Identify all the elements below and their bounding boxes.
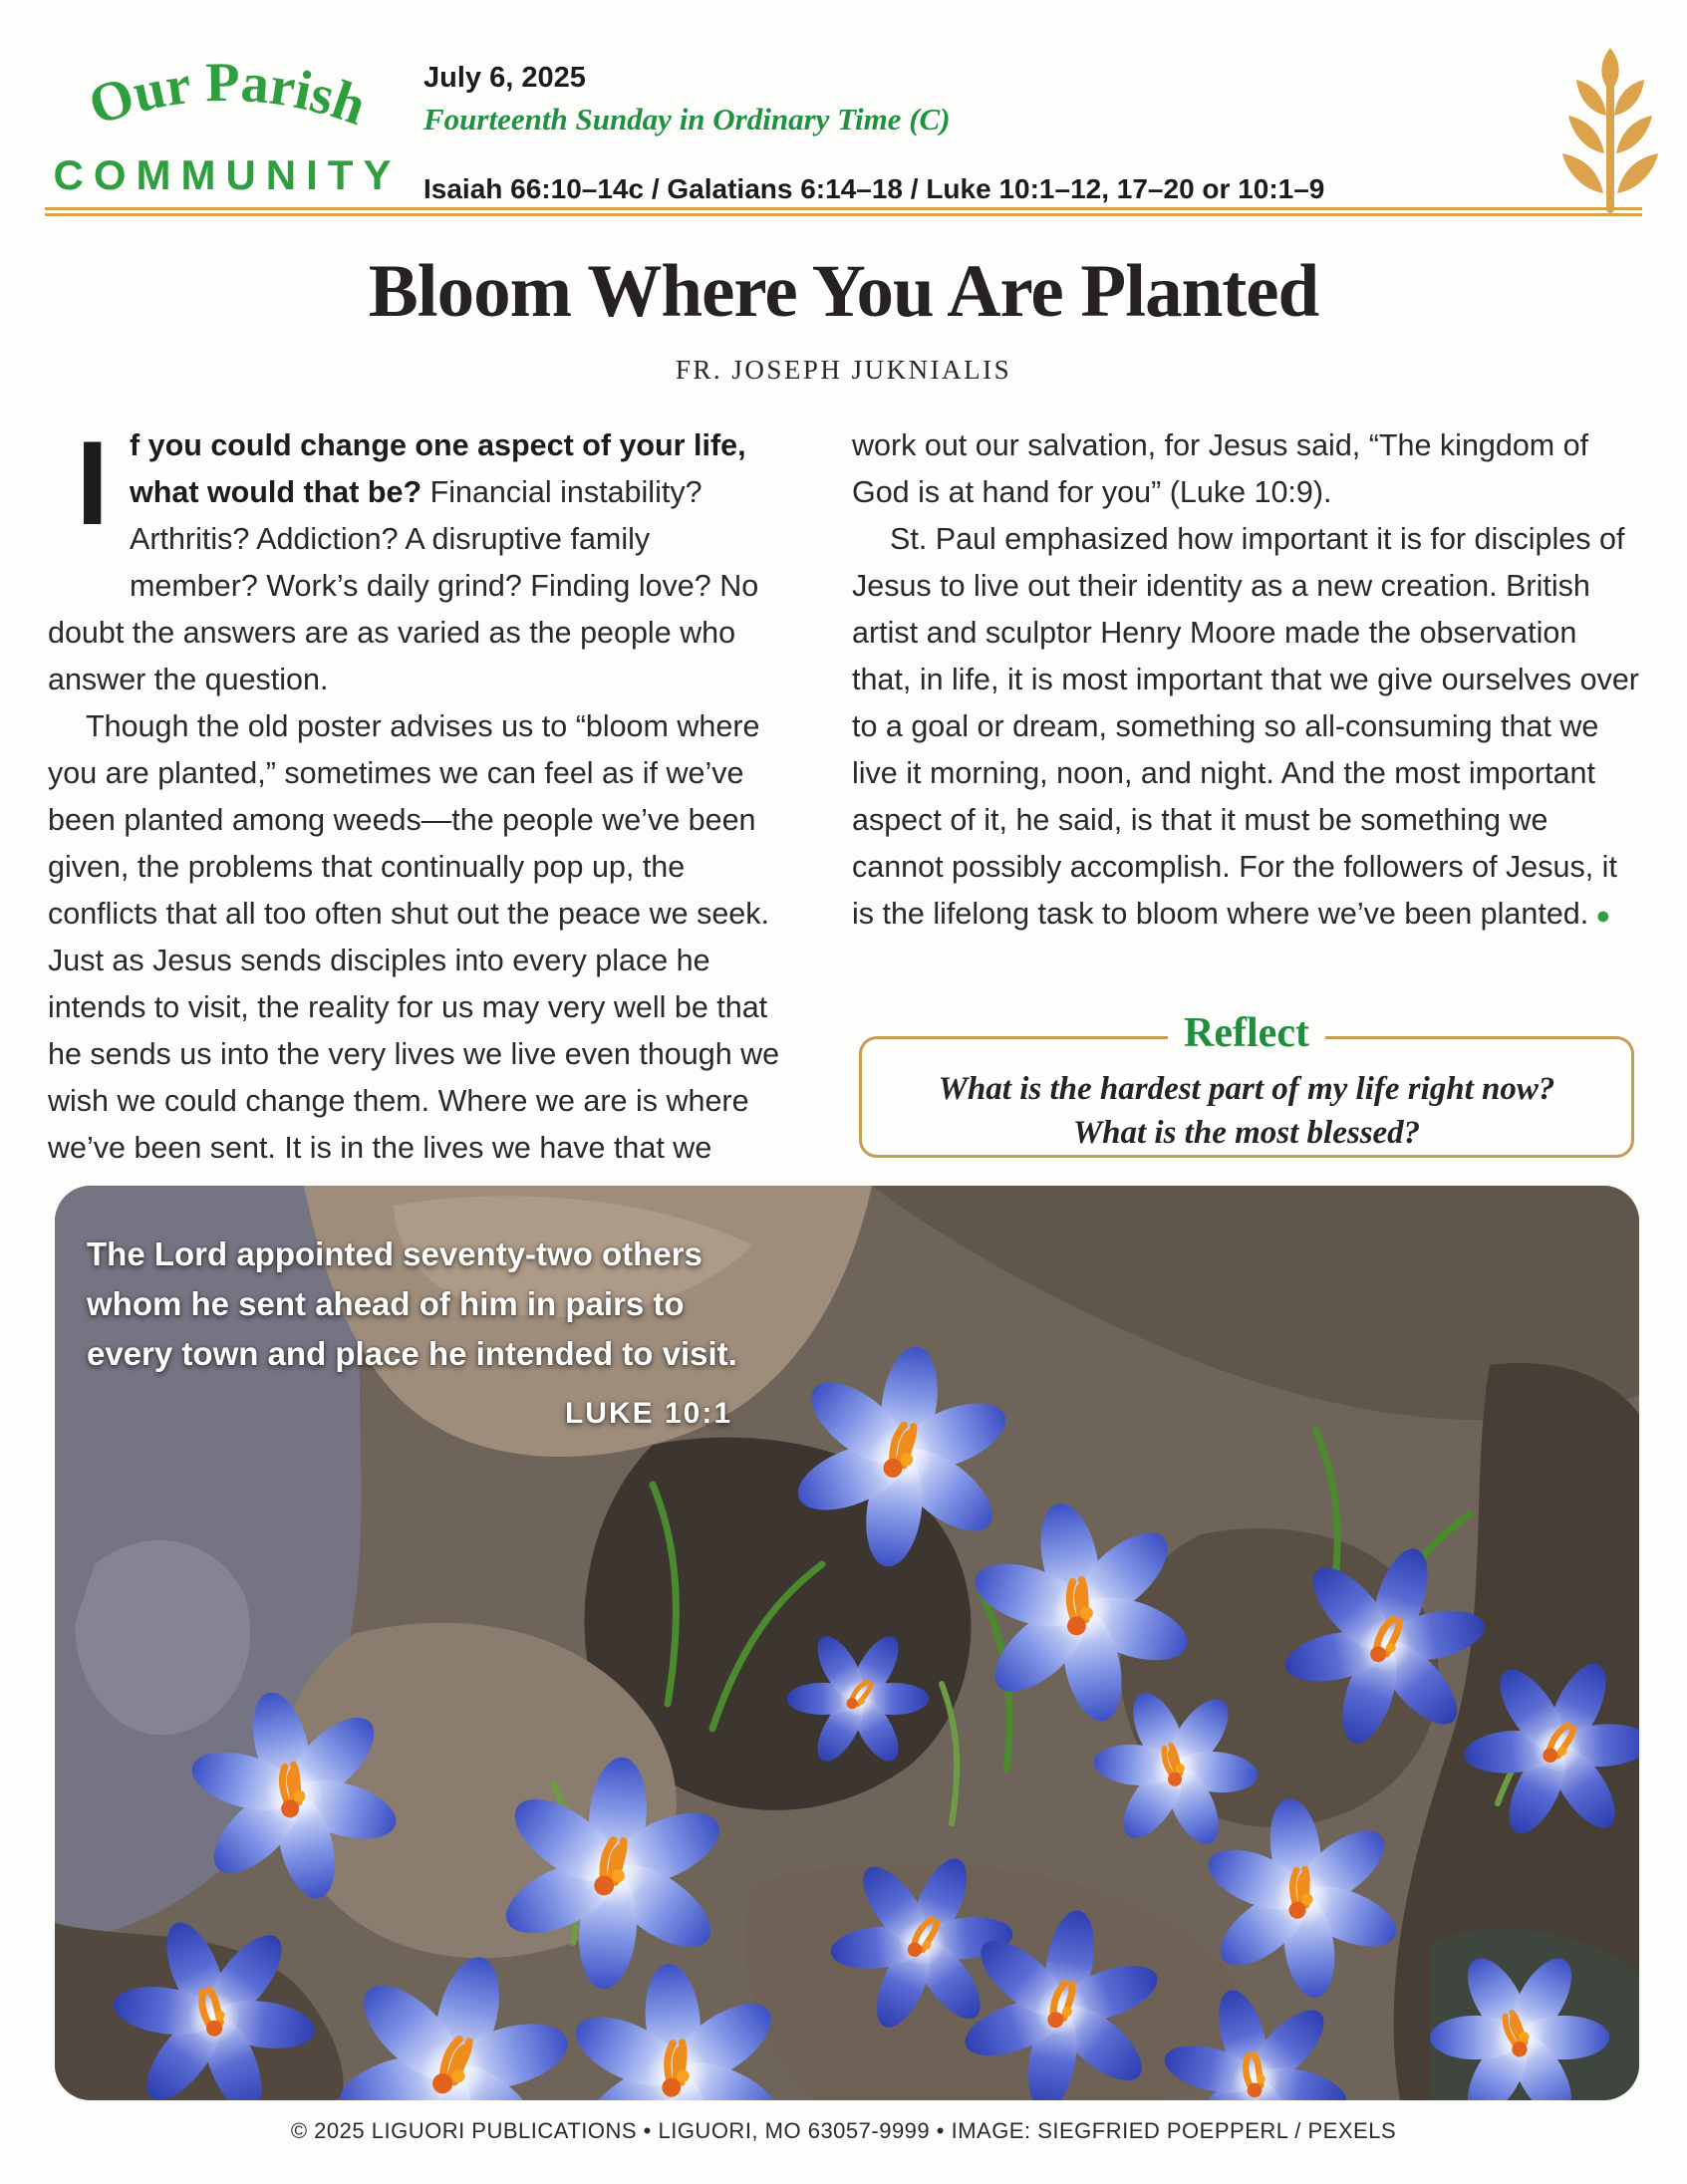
article-end-dot: ●: [1595, 902, 1611, 930]
reflect-question-1: What is the hardest part of my life right now?: [938, 1071, 1555, 1107]
paragraph-3-text: St. Paul emphasized how important it is for disciples of Jesus to live out their identity as a new creation. British artist and sculptor Henry Moore made the observation that, in life, it is most important that we give ourselves over to a goal or dream, something so all-consuming that we live it morning, noon, and night. And the most important aspect of it, he said, is that it must be something we cannot possibly accomplish. For the followers of Jesus, it is the lifelong task to bloom where we’ve been planted.: [852, 522, 1639, 931]
reflect-heading: Reflect: [1168, 1009, 1325, 1057]
issue-date: July 6, 2025: [423, 62, 586, 94]
footer-credit: © 2025 LIGUORI PUBLICATIONS • LIGUORI, MO 63057-9999 • IMAGE: SIEGFRIED POEPPERL / PEXELS: [290, 2118, 1397, 2143]
article-column-right: [852, 422, 1641, 940]
svg-text:Our Parish: [82, 52, 374, 137]
reflect-question-2: What is the most blessed?: [1072, 1115, 1421, 1151]
article-title: Bloom Where You Are Planted: [368, 250, 1319, 333]
article-byline: FR. JOSEPH JUKNIALIS: [675, 355, 1012, 385]
article-paragraph-2: Though the old poster advises us to “bloom where you are planted,” sometimes we can feel as if we’ve been planted among weeds—the people we’ve been given, the problems that continually pop up, the conflicts that all too often shut out the peace we seek. Just as Jesus sends disciples into every place he intends to visit, the reality for us may very well be that he sends us into the very lives we live even though we wish we could change them. Where we are is where we’ve been sent. It is in the lives we have that we: [48, 709, 780, 1165]
caption-line-3: every town and place he intended to visit.: [87, 1335, 737, 1372]
article-paragraph-2-continued: work out our salvation, for Jesus said, “The kingdom of God is at hand for you” (Luke 10:9).: [852, 428, 1589, 509]
lead-bold-text: f you could change one aspect of your life, what would that be?: [130, 428, 746, 509]
article-paragraph-1: [48, 416, 785, 703]
wheat-icon: [1550, 46, 1670, 213]
readings-citations: Isaiah 66:10–14c / Galatians 6:14–18 / Luke 10:1–12, 17–20 or 10:1–9: [423, 173, 1325, 204]
drop-cap: I: [76, 416, 110, 550]
logo-arc-text: Our Parish: [81, 51, 374, 137]
photo-citation: LUKE 10:1: [564, 1397, 732, 1430]
reflect-box: [859, 1010, 1634, 1158]
masthead-divider-rule: [45, 207, 1642, 216]
photo-caption: [87, 1229, 744, 1439]
parish-logo: [46, 40, 409, 157]
logo-community-text: COMMUNITY: [53, 151, 402, 198]
caption-line-2: whom he sent ahead of him in pairs to: [87, 1285, 685, 1322]
paragraph-1-text: Financial instability? Arthritis? Addiction? A disruptive family member? Work’s daily grind? Finding love? No doubt the answers are as varied as the people who answer the question.: [48, 475, 759, 696]
article-column-left: [48, 416, 785, 1172]
caption-line-1: The Lord appointed seventy-two others: [87, 1235, 703, 1272]
crocus-photo: [55, 1186, 1639, 2100]
article-paragraph-3: [852, 516, 1641, 940]
sunday-title: Fourteenth Sunday in Ordinary Time (C): [423, 102, 951, 136]
